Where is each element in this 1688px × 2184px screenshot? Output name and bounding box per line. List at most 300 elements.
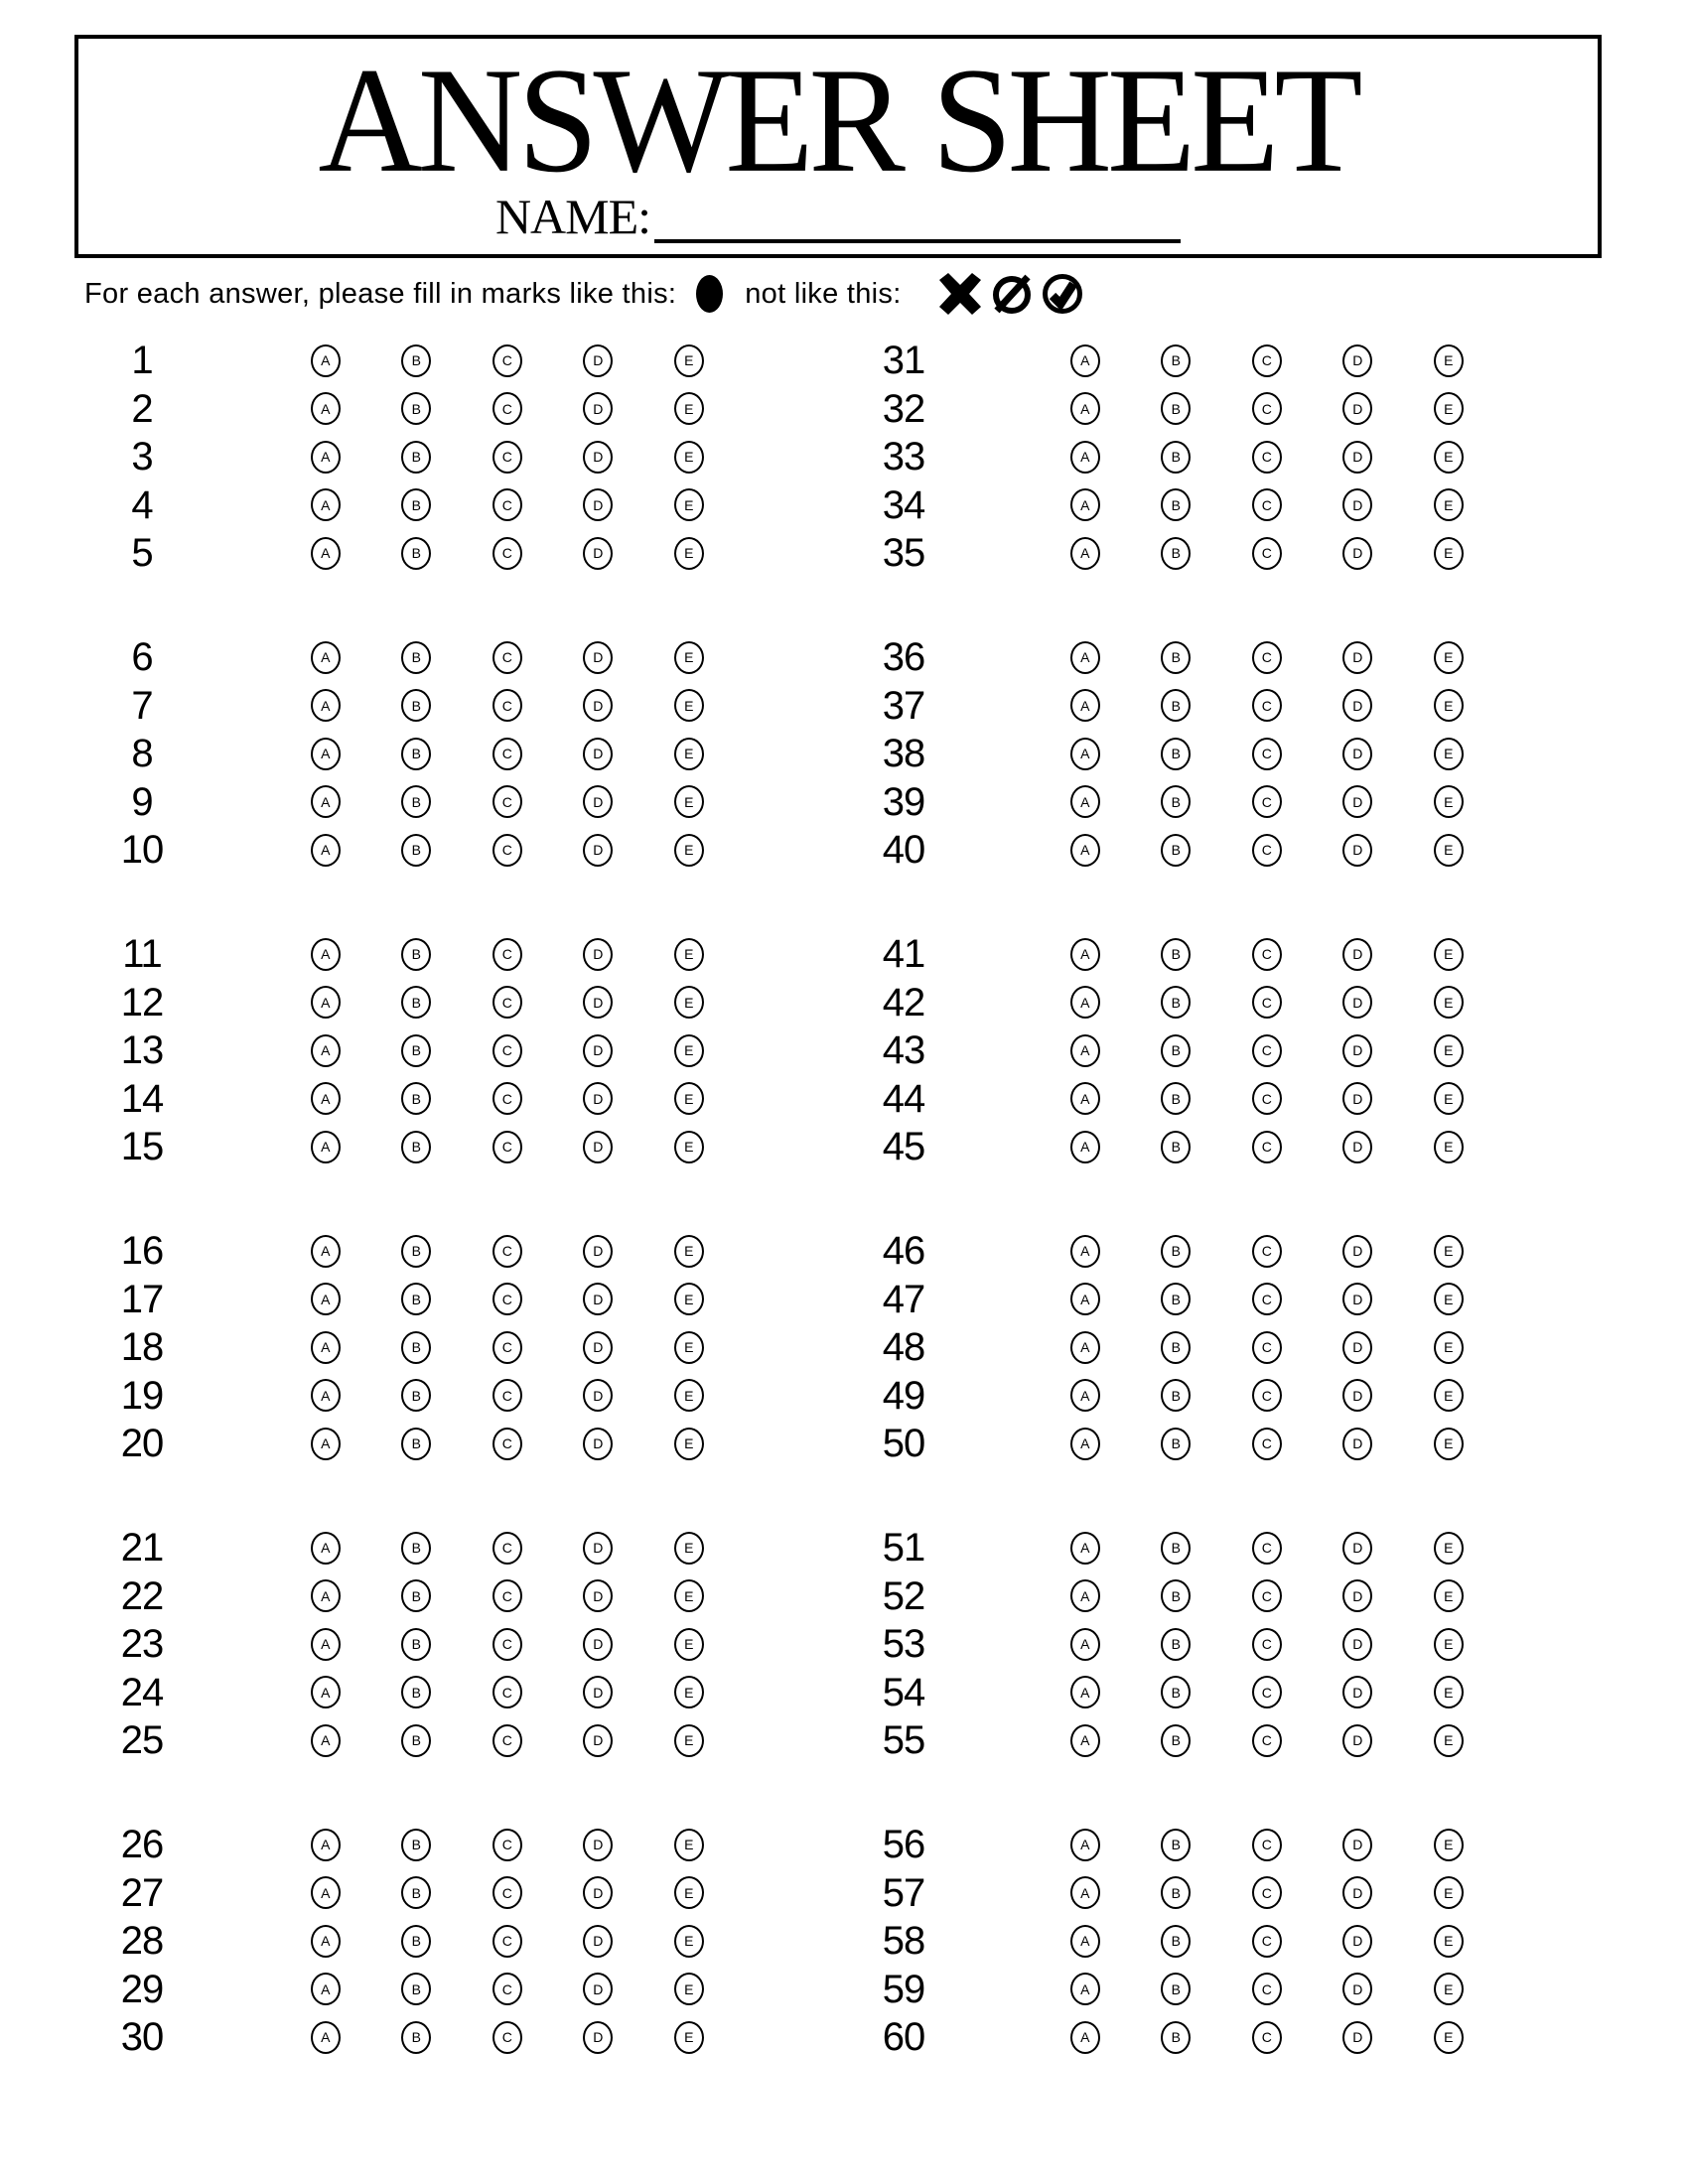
bubble-30-d[interactable]: D bbox=[583, 2021, 613, 2054]
bubble-36-a[interactable]: A bbox=[1070, 641, 1100, 674]
name-input-line[interactable] bbox=[654, 202, 1181, 243]
bubble-42-a[interactable]: A bbox=[1070, 986, 1100, 1019]
bubble-43-a[interactable]: A bbox=[1070, 1034, 1100, 1067]
bubble-29-c[interactable]: C bbox=[492, 1973, 522, 2005]
bubble-2-d[interactable]: D bbox=[583, 392, 613, 425]
bubble-30-b[interactable]: B bbox=[401, 2021, 431, 2054]
bubble-32-b[interactable]: B bbox=[1161, 392, 1191, 425]
bubble-26-b[interactable]: B bbox=[401, 1829, 431, 1861]
bubble-33-a[interactable]: A bbox=[1070, 441, 1100, 474]
bubble-12-a[interactable]: A bbox=[311, 986, 341, 1019]
bubble-17-d[interactable]: D bbox=[583, 1283, 613, 1315]
bubble-50-a[interactable]: A bbox=[1070, 1428, 1100, 1460]
bubble-19-a[interactable]: A bbox=[311, 1379, 341, 1412]
bubble-60-c[interactable]: C bbox=[1252, 2021, 1282, 2054]
bubble-23-d[interactable]: D bbox=[583, 1628, 613, 1661]
bubble-31-e[interactable]: E bbox=[1434, 344, 1464, 377]
bubble-41-c[interactable]: C bbox=[1252, 938, 1282, 971]
bubble-16-e[interactable]: E bbox=[674, 1235, 704, 1268]
bubble-31-a[interactable]: A bbox=[1070, 344, 1100, 377]
bubble-11-c[interactable]: C bbox=[492, 938, 522, 971]
bubble-36-b[interactable]: B bbox=[1161, 641, 1191, 674]
bubble-48-c[interactable]: C bbox=[1252, 1331, 1282, 1364]
bubble-23-c[interactable]: C bbox=[492, 1628, 522, 1661]
bubble-19-e[interactable]: E bbox=[674, 1379, 704, 1412]
bubble-29-b[interactable]: B bbox=[401, 1973, 431, 2005]
bubble-60-e[interactable]: E bbox=[1434, 2021, 1464, 2054]
bubble-20-d[interactable]: D bbox=[583, 1428, 613, 1460]
bubble-53-b[interactable]: B bbox=[1161, 1628, 1191, 1661]
bubble-49-d[interactable]: D bbox=[1342, 1379, 1372, 1412]
bubble-1-a[interactable]: A bbox=[311, 344, 341, 377]
bubble-2-b[interactable]: B bbox=[401, 392, 431, 425]
bubble-3-d[interactable]: D bbox=[583, 441, 613, 474]
bubble-53-c[interactable]: C bbox=[1252, 1628, 1282, 1661]
bubble-51-e[interactable]: E bbox=[1434, 1532, 1464, 1565]
bubble-27-d[interactable]: D bbox=[583, 1876, 613, 1909]
bubble-27-a[interactable]: A bbox=[311, 1876, 341, 1909]
bubble-43-d[interactable]: D bbox=[1342, 1034, 1372, 1067]
bubble-1-c[interactable]: C bbox=[492, 344, 522, 377]
bubble-34-a[interactable]: A bbox=[1070, 488, 1100, 521]
bubble-36-c[interactable]: C bbox=[1252, 641, 1282, 674]
bubble-39-b[interactable]: B bbox=[1161, 785, 1191, 818]
bubble-56-c[interactable]: C bbox=[1252, 1829, 1282, 1861]
bubble-46-b[interactable]: B bbox=[1161, 1235, 1191, 1268]
bubble-28-c[interactable]: C bbox=[492, 1925, 522, 1958]
bubble-32-a[interactable]: A bbox=[1070, 392, 1100, 425]
bubble-16-b[interactable]: B bbox=[401, 1235, 431, 1268]
bubble-39-e[interactable]: E bbox=[1434, 785, 1464, 818]
bubble-33-b[interactable]: B bbox=[1161, 441, 1191, 474]
bubble-45-e[interactable]: E bbox=[1434, 1131, 1464, 1163]
bubble-20-e[interactable]: E bbox=[674, 1428, 704, 1460]
bubble-53-a[interactable]: A bbox=[1070, 1628, 1100, 1661]
bubble-5-b[interactable]: B bbox=[401, 537, 431, 570]
bubble-48-d[interactable]: D bbox=[1342, 1331, 1372, 1364]
bubble-48-a[interactable]: A bbox=[1070, 1331, 1100, 1364]
bubble-45-d[interactable]: D bbox=[1342, 1131, 1372, 1163]
bubble-59-a[interactable]: A bbox=[1070, 1973, 1100, 2005]
bubble-19-c[interactable]: C bbox=[492, 1379, 522, 1412]
bubble-47-c[interactable]: C bbox=[1252, 1283, 1282, 1315]
bubble-27-c[interactable]: C bbox=[492, 1876, 522, 1909]
bubble-37-d[interactable]: D bbox=[1342, 689, 1372, 722]
bubble-9-d[interactable]: D bbox=[583, 785, 613, 818]
bubble-5-d[interactable]: D bbox=[583, 537, 613, 570]
bubble-13-c[interactable]: C bbox=[492, 1034, 522, 1067]
bubble-39-c[interactable]: C bbox=[1252, 785, 1282, 818]
bubble-45-a[interactable]: A bbox=[1070, 1131, 1100, 1163]
bubble-19-d[interactable]: D bbox=[583, 1379, 613, 1412]
bubble-42-e[interactable]: E bbox=[1434, 986, 1464, 1019]
bubble-21-a[interactable]: A bbox=[311, 1532, 341, 1565]
bubble-60-b[interactable]: B bbox=[1161, 2021, 1191, 2054]
bubble-22-d[interactable]: D bbox=[583, 1579, 613, 1612]
bubble-44-b[interactable]: B bbox=[1161, 1082, 1191, 1115]
bubble-52-b[interactable]: B bbox=[1161, 1579, 1191, 1612]
bubble-12-b[interactable]: B bbox=[401, 986, 431, 1019]
bubble-11-e[interactable]: E bbox=[674, 938, 704, 971]
bubble-46-a[interactable]: A bbox=[1070, 1235, 1100, 1268]
bubble-41-b[interactable]: B bbox=[1161, 938, 1191, 971]
bubble-33-e[interactable]: E bbox=[1434, 441, 1464, 474]
bubble-47-b[interactable]: B bbox=[1161, 1283, 1191, 1315]
bubble-7-b[interactable]: B bbox=[401, 689, 431, 722]
bubble-49-e[interactable]: E bbox=[1434, 1379, 1464, 1412]
bubble-56-a[interactable]: A bbox=[1070, 1829, 1100, 1861]
bubble-18-b[interactable]: B bbox=[401, 1331, 431, 1364]
bubble-59-e[interactable]: E bbox=[1434, 1973, 1464, 2005]
bubble-50-b[interactable]: B bbox=[1161, 1428, 1191, 1460]
bubble-52-a[interactable]: A bbox=[1070, 1579, 1100, 1612]
bubble-20-c[interactable]: C bbox=[492, 1428, 522, 1460]
bubble-3-e[interactable]: E bbox=[674, 441, 704, 474]
bubble-51-c[interactable]: C bbox=[1252, 1532, 1282, 1565]
bubble-59-c[interactable]: C bbox=[1252, 1973, 1282, 2005]
bubble-21-e[interactable]: E bbox=[674, 1532, 704, 1565]
bubble-6-c[interactable]: C bbox=[492, 641, 522, 674]
bubble-3-a[interactable]: A bbox=[311, 441, 341, 474]
bubble-4-c[interactable]: C bbox=[492, 488, 522, 521]
bubble-14-c[interactable]: C bbox=[492, 1082, 522, 1115]
bubble-34-c[interactable]: C bbox=[1252, 488, 1282, 521]
bubble-18-c[interactable]: C bbox=[492, 1331, 522, 1364]
bubble-38-c[interactable]: C bbox=[1252, 738, 1282, 770]
bubble-54-a[interactable]: A bbox=[1070, 1676, 1100, 1708]
bubble-22-b[interactable]: B bbox=[401, 1579, 431, 1612]
bubble-15-c[interactable]: C bbox=[492, 1131, 522, 1163]
bubble-16-a[interactable]: A bbox=[311, 1235, 341, 1268]
bubble-7-c[interactable]: C bbox=[492, 689, 522, 722]
bubble-41-d[interactable]: D bbox=[1342, 938, 1372, 971]
bubble-23-e[interactable]: E bbox=[674, 1628, 704, 1661]
bubble-29-a[interactable]: A bbox=[311, 1973, 341, 2005]
bubble-37-b[interactable]: B bbox=[1161, 689, 1191, 722]
bubble-25-e[interactable]: E bbox=[674, 1724, 704, 1757]
bubble-8-d[interactable]: D bbox=[583, 738, 613, 770]
bubble-10-b[interactable]: B bbox=[401, 834, 431, 867]
bubble-18-d[interactable]: D bbox=[583, 1331, 613, 1364]
bubble-6-b[interactable]: B bbox=[401, 641, 431, 674]
bubble-40-d[interactable]: D bbox=[1342, 834, 1372, 867]
bubble-5-a[interactable]: A bbox=[311, 537, 341, 570]
bubble-46-d[interactable]: D bbox=[1342, 1235, 1372, 1268]
bubble-22-e[interactable]: E bbox=[674, 1579, 704, 1612]
bubble-42-c[interactable]: C bbox=[1252, 986, 1282, 1019]
bubble-51-d[interactable]: D bbox=[1342, 1532, 1372, 1565]
bubble-40-c[interactable]: C bbox=[1252, 834, 1282, 867]
bubble-2-e[interactable]: E bbox=[674, 392, 704, 425]
bubble-6-a[interactable]: A bbox=[311, 641, 341, 674]
bubble-28-b[interactable]: B bbox=[401, 1925, 431, 1958]
bubble-6-e[interactable]: E bbox=[674, 641, 704, 674]
bubble-26-a[interactable]: A bbox=[311, 1829, 341, 1861]
bubble-43-c[interactable]: C bbox=[1252, 1034, 1282, 1067]
bubble-25-b[interactable]: B bbox=[401, 1724, 431, 1757]
bubble-36-e[interactable]: E bbox=[1434, 641, 1464, 674]
bubble-35-d[interactable]: D bbox=[1342, 537, 1372, 570]
bubble-41-a[interactable]: A bbox=[1070, 938, 1100, 971]
bubble-38-a[interactable]: A bbox=[1070, 738, 1100, 770]
bubble-55-c[interactable]: C bbox=[1252, 1724, 1282, 1757]
bubble-55-b[interactable]: B bbox=[1161, 1724, 1191, 1757]
bubble-7-a[interactable]: A bbox=[311, 689, 341, 722]
bubble-54-e[interactable]: E bbox=[1434, 1676, 1464, 1708]
bubble-40-e[interactable]: E bbox=[1434, 834, 1464, 867]
bubble-15-a[interactable]: A bbox=[311, 1131, 341, 1163]
bubble-22-c[interactable]: C bbox=[492, 1579, 522, 1612]
bubble-38-e[interactable]: E bbox=[1434, 738, 1464, 770]
bubble-32-d[interactable]: D bbox=[1342, 392, 1372, 425]
bubble-28-e[interactable]: E bbox=[674, 1925, 704, 1958]
bubble-29-d[interactable]: D bbox=[583, 1973, 613, 2005]
bubble-55-e[interactable]: E bbox=[1434, 1724, 1464, 1757]
bubble-14-e[interactable]: E bbox=[674, 1082, 704, 1115]
bubble-51-a[interactable]: A bbox=[1070, 1532, 1100, 1565]
bubble-54-b[interactable]: B bbox=[1161, 1676, 1191, 1708]
bubble-52-e[interactable]: E bbox=[1434, 1579, 1464, 1612]
bubble-47-d[interactable]: D bbox=[1342, 1283, 1372, 1315]
bubble-4-e[interactable]: E bbox=[674, 488, 704, 521]
bubble-60-a[interactable]: A bbox=[1070, 2021, 1100, 2054]
bubble-18-e[interactable]: E bbox=[674, 1331, 704, 1364]
bubble-35-b[interactable]: B bbox=[1161, 537, 1191, 570]
bubble-57-e[interactable]: E bbox=[1434, 1876, 1464, 1909]
bubble-43-e[interactable]: E bbox=[1434, 1034, 1464, 1067]
bubble-14-d[interactable]: D bbox=[583, 1082, 613, 1115]
bubble-49-c[interactable]: C bbox=[1252, 1379, 1282, 1412]
bubble-51-b[interactable]: B bbox=[1161, 1532, 1191, 1565]
bubble-50-e[interactable]: E bbox=[1434, 1428, 1464, 1460]
bubble-11-d[interactable]: D bbox=[583, 938, 613, 971]
bubble-18-a[interactable]: A bbox=[311, 1331, 341, 1364]
bubble-26-d[interactable]: D bbox=[583, 1829, 613, 1861]
bubble-56-d[interactable]: D bbox=[1342, 1829, 1372, 1861]
bubble-58-e[interactable]: E bbox=[1434, 1925, 1464, 1958]
bubble-49-b[interactable]: B bbox=[1161, 1379, 1191, 1412]
bubble-48-b[interactable]: B bbox=[1161, 1331, 1191, 1364]
bubble-10-d[interactable]: D bbox=[583, 834, 613, 867]
bubble-9-b[interactable]: B bbox=[401, 785, 431, 818]
bubble-1-d[interactable]: D bbox=[583, 344, 613, 377]
bubble-27-e[interactable]: E bbox=[674, 1876, 704, 1909]
bubble-23-a[interactable]: A bbox=[311, 1628, 341, 1661]
bubble-24-e[interactable]: E bbox=[674, 1676, 704, 1708]
bubble-22-a[interactable]: A bbox=[311, 1579, 341, 1612]
bubble-12-d[interactable]: D bbox=[583, 986, 613, 1019]
bubble-30-e[interactable]: E bbox=[674, 2021, 704, 2054]
bubble-37-e[interactable]: E bbox=[1434, 689, 1464, 722]
bubble-58-b[interactable]: B bbox=[1161, 1925, 1191, 1958]
bubble-47-e[interactable]: E bbox=[1434, 1283, 1464, 1315]
bubble-34-d[interactable]: D bbox=[1342, 488, 1372, 521]
bubble-9-a[interactable]: A bbox=[311, 785, 341, 818]
bubble-9-c[interactable]: C bbox=[492, 785, 522, 818]
bubble-55-a[interactable]: A bbox=[1070, 1724, 1100, 1757]
bubble-35-e[interactable]: E bbox=[1434, 537, 1464, 570]
bubble-26-e[interactable]: E bbox=[674, 1829, 704, 1861]
bubble-42-d[interactable]: D bbox=[1342, 986, 1372, 1019]
bubble-57-a[interactable]: A bbox=[1070, 1876, 1100, 1909]
bubble-44-a[interactable]: A bbox=[1070, 1082, 1100, 1115]
bubble-44-e[interactable]: E bbox=[1434, 1082, 1464, 1115]
bubble-24-a[interactable]: A bbox=[311, 1676, 341, 1708]
bubble-17-c[interactable]: C bbox=[492, 1283, 522, 1315]
bubble-57-c[interactable]: C bbox=[1252, 1876, 1282, 1909]
bubble-32-e[interactable]: E bbox=[1434, 392, 1464, 425]
bubble-25-d[interactable]: D bbox=[583, 1724, 613, 1757]
bubble-43-b[interactable]: B bbox=[1161, 1034, 1191, 1067]
bubble-12-e[interactable]: E bbox=[674, 986, 704, 1019]
bubble-21-b[interactable]: B bbox=[401, 1532, 431, 1565]
bubble-40-a[interactable]: A bbox=[1070, 834, 1100, 867]
bubble-2-a[interactable]: A bbox=[311, 392, 341, 425]
bubble-20-b[interactable]: B bbox=[401, 1428, 431, 1460]
bubble-48-e[interactable]: E bbox=[1434, 1331, 1464, 1364]
bubble-17-b[interactable]: B bbox=[401, 1283, 431, 1315]
bubble-21-c[interactable]: C bbox=[492, 1532, 522, 1565]
bubble-17-a[interactable]: A bbox=[311, 1283, 341, 1315]
bubble-47-a[interactable]: A bbox=[1070, 1283, 1100, 1315]
bubble-12-c[interactable]: C bbox=[492, 986, 522, 1019]
bubble-16-c[interactable]: C bbox=[492, 1235, 522, 1268]
bubble-5-c[interactable]: C bbox=[492, 537, 522, 570]
bubble-54-c[interactable]: C bbox=[1252, 1676, 1282, 1708]
bubble-3-b[interactable]: B bbox=[401, 441, 431, 474]
bubble-8-a[interactable]: A bbox=[311, 738, 341, 770]
bubble-15-b[interactable]: B bbox=[401, 1131, 431, 1163]
bubble-11-b[interactable]: B bbox=[401, 938, 431, 971]
bubble-5-e[interactable]: E bbox=[674, 537, 704, 570]
bubble-29-e[interactable]: E bbox=[674, 1973, 704, 2005]
bubble-53-d[interactable]: D bbox=[1342, 1628, 1372, 1661]
bubble-46-e[interactable]: E bbox=[1434, 1235, 1464, 1268]
bubble-50-c[interactable]: C bbox=[1252, 1428, 1282, 1460]
bubble-33-d[interactable]: D bbox=[1342, 441, 1372, 474]
bubble-54-d[interactable]: D bbox=[1342, 1676, 1372, 1708]
bubble-8-e[interactable]: E bbox=[674, 738, 704, 770]
bubble-20-a[interactable]: A bbox=[311, 1428, 341, 1460]
bubble-30-c[interactable]: C bbox=[492, 2021, 522, 2054]
bubble-42-b[interactable]: B bbox=[1161, 986, 1191, 1019]
bubble-34-e[interactable]: E bbox=[1434, 488, 1464, 521]
bubble-24-b[interactable]: B bbox=[401, 1676, 431, 1708]
bubble-8-b[interactable]: B bbox=[401, 738, 431, 770]
bubble-27-b[interactable]: B bbox=[401, 1876, 431, 1909]
bubble-45-c[interactable]: C bbox=[1252, 1131, 1282, 1163]
bubble-56-b[interactable]: B bbox=[1161, 1829, 1191, 1861]
bubble-36-d[interactable]: D bbox=[1342, 641, 1372, 674]
bubble-25-c[interactable]: C bbox=[492, 1724, 522, 1757]
bubble-57-d[interactable]: D bbox=[1342, 1876, 1372, 1909]
bubble-7-e[interactable]: E bbox=[674, 689, 704, 722]
bubble-40-b[interactable]: B bbox=[1161, 834, 1191, 867]
bubble-37-a[interactable]: A bbox=[1070, 689, 1100, 722]
bubble-50-d[interactable]: D bbox=[1342, 1428, 1372, 1460]
bubble-17-e[interactable]: E bbox=[674, 1283, 704, 1315]
bubble-23-b[interactable]: B bbox=[401, 1628, 431, 1661]
bubble-30-a[interactable]: A bbox=[311, 2021, 341, 2054]
bubble-38-b[interactable]: B bbox=[1161, 738, 1191, 770]
bubble-49-a[interactable]: A bbox=[1070, 1379, 1100, 1412]
bubble-4-d[interactable]: D bbox=[583, 488, 613, 521]
bubble-31-b[interactable]: B bbox=[1161, 344, 1191, 377]
bubble-38-d[interactable]: D bbox=[1342, 738, 1372, 770]
bubble-33-c[interactable]: C bbox=[1252, 441, 1282, 474]
bubble-57-b[interactable]: B bbox=[1161, 1876, 1191, 1909]
bubble-19-b[interactable]: B bbox=[401, 1379, 431, 1412]
bubble-3-c[interactable]: C bbox=[492, 441, 522, 474]
bubble-39-d[interactable]: D bbox=[1342, 785, 1372, 818]
bubble-53-e[interactable]: E bbox=[1434, 1628, 1464, 1661]
bubble-55-d[interactable]: D bbox=[1342, 1724, 1372, 1757]
bubble-14-a[interactable]: A bbox=[311, 1082, 341, 1115]
bubble-28-a[interactable]: A bbox=[311, 1925, 341, 1958]
bubble-44-d[interactable]: D bbox=[1342, 1082, 1372, 1115]
bubble-32-c[interactable]: C bbox=[1252, 392, 1282, 425]
bubble-10-e[interactable]: E bbox=[674, 834, 704, 867]
bubble-59-d[interactable]: D bbox=[1342, 1973, 1372, 2005]
bubble-52-c[interactable]: C bbox=[1252, 1579, 1282, 1612]
bubble-9-e[interactable]: E bbox=[674, 785, 704, 818]
bubble-14-b[interactable]: B bbox=[401, 1082, 431, 1115]
bubble-35-a[interactable]: A bbox=[1070, 537, 1100, 570]
bubble-58-a[interactable]: A bbox=[1070, 1925, 1100, 1958]
bubble-39-a[interactable]: A bbox=[1070, 785, 1100, 818]
bubble-6-d[interactable]: D bbox=[583, 641, 613, 674]
bubble-10-c[interactable]: C bbox=[492, 834, 522, 867]
bubble-58-d[interactable]: D bbox=[1342, 1925, 1372, 1958]
bubble-56-e[interactable]: E bbox=[1434, 1829, 1464, 1861]
bubble-25-a[interactable]: A bbox=[311, 1724, 341, 1757]
bubble-16-d[interactable]: D bbox=[583, 1235, 613, 1268]
bubble-13-b[interactable]: B bbox=[401, 1034, 431, 1067]
bubble-35-c[interactable]: C bbox=[1252, 537, 1282, 570]
bubble-52-d[interactable]: D bbox=[1342, 1579, 1372, 1612]
bubble-26-c[interactable]: C bbox=[492, 1829, 522, 1861]
bubble-45-b[interactable]: B bbox=[1161, 1131, 1191, 1163]
bubble-24-d[interactable]: D bbox=[583, 1676, 613, 1708]
bubble-15-d[interactable]: D bbox=[583, 1131, 613, 1163]
bubble-13-e[interactable]: E bbox=[674, 1034, 704, 1067]
bubble-41-e[interactable]: E bbox=[1434, 938, 1464, 971]
bubble-60-d[interactable]: D bbox=[1342, 2021, 1372, 2054]
bubble-8-c[interactable]: C bbox=[492, 738, 522, 770]
bubble-7-d[interactable]: D bbox=[583, 689, 613, 722]
bubble-59-b[interactable]: B bbox=[1161, 1973, 1191, 2005]
bubble-13-d[interactable]: D bbox=[583, 1034, 613, 1067]
bubble-31-c[interactable]: C bbox=[1252, 344, 1282, 377]
bubble-37-c[interactable]: C bbox=[1252, 689, 1282, 722]
bubble-4-b[interactable]: B bbox=[401, 488, 431, 521]
bubble-4-a[interactable]: A bbox=[311, 488, 341, 521]
bubble-13-a[interactable]: A bbox=[311, 1034, 341, 1067]
bubble-34-b[interactable]: B bbox=[1161, 488, 1191, 521]
bubble-58-c[interactable]: C bbox=[1252, 1925, 1282, 1958]
bubble-46-c[interactable]: C bbox=[1252, 1235, 1282, 1268]
bubble-28-d[interactable]: D bbox=[583, 1925, 613, 1958]
bubble-44-c[interactable]: C bbox=[1252, 1082, 1282, 1115]
bubble-1-e[interactable]: E bbox=[674, 344, 704, 377]
bubble-2-c[interactable]: C bbox=[492, 392, 522, 425]
bubble-21-d[interactable]: D bbox=[583, 1532, 613, 1565]
bubble-31-d[interactable]: D bbox=[1342, 344, 1372, 377]
bubble-11-a[interactable]: A bbox=[311, 938, 341, 971]
bubble-24-c[interactable]: C bbox=[492, 1676, 522, 1708]
bubble-15-e[interactable]: E bbox=[674, 1131, 704, 1163]
bubble-10-a[interactable]: A bbox=[311, 834, 341, 867]
